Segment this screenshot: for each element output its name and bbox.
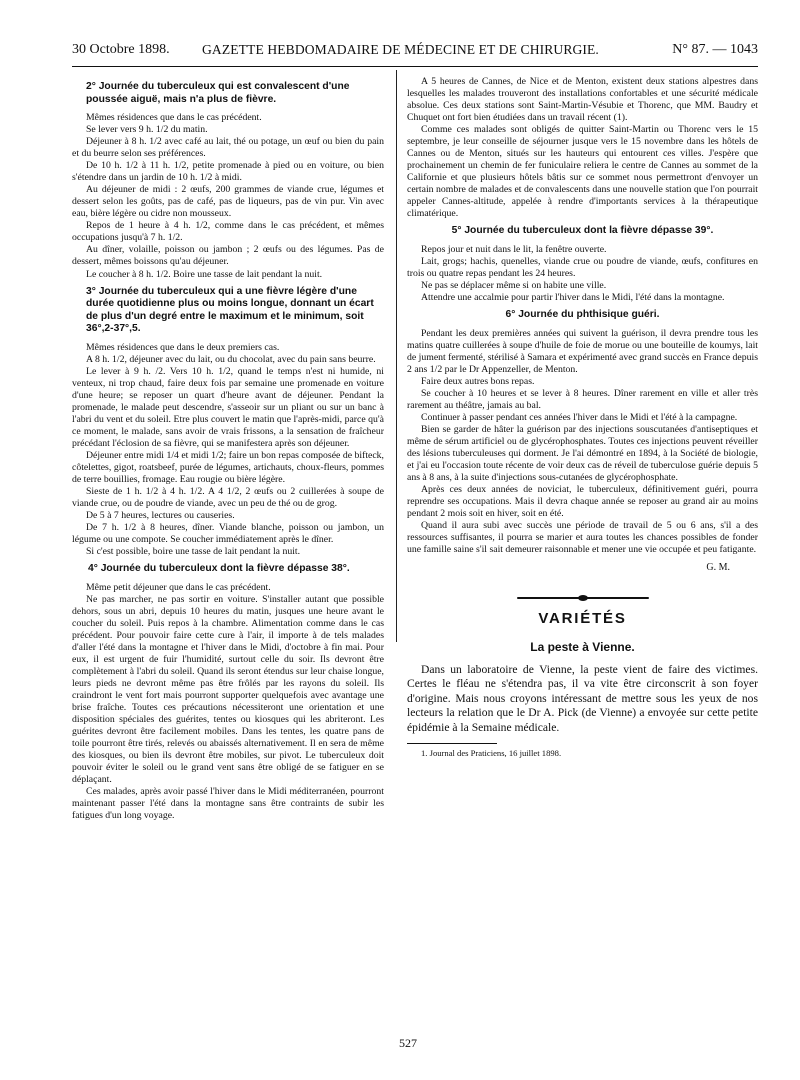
- ornamental-rule: [517, 597, 649, 600]
- paragraph: Le coucher à 8 h. 1/2. Boire une tasse de lait pendant la nuit.: [86, 268, 323, 280]
- section-3-heading: 3° Journée du tuberculeux qui a une fièvre légère d'une durée quotidienne plus ou moins longue, donnant un écart de plus d'un degré entre le maximum et le minimum, soit 36°,2-37°,5.: [86, 285, 374, 335]
- column-divider: [396, 70, 397, 642]
- paragraph: Mêmes résidences que dans le cas précédent.: [86, 112, 262, 124]
- paragraph: Bien se garder de hâter la guérison par des injections souscutanées d'antiseptiques et même de sérum artificiel ou de glycérophosphates. Toutes ces injections peuvent réveiller des lésions tuberculeuses qui dorment. Je l'ai démontré en 1894, à la Société de biologie, et j'ai eu l'occasion toute récente de voir deux cas de réveil de tuberculose guérie depuis 5 ans à 8 ans, à la suite d'injections sous-cutanées de glycérophosphate.: [407, 423, 758, 483]
- paragraph: Mêmes résidences que dans le deux premiers cas.: [86, 341, 280, 353]
- footnote-rule: [407, 743, 497, 744]
- paragraph: Ne pas marcher, ne pas sortir en voiture. S'installer autant que possible dehors, sous un abri, depuis 10 heures du matin, jusques une heure avant le coucher du soleil. Puis repos à la chambre. Alimentation comme dans le cas précédent. Pour pouvoir faire cette cure à l'air, il importe à de tels malades d'aller l'été dans la montagne et l'hiver dans le Midi, d'octobre à fin mai. Pour eux, il est urgent de fuir l'humidité, surtout celle du soir. Ils devront être complètement à l'abri du soleil. Quand ils seront étendus sur leur chaise longue, leurs pieds ne devront même pas être frôlés par les rayons du soleil. Ils craindront le vent fort mais pourront supporter quelquefois avec avantage une brise fraîche. Toutes ces précautions nécessiteront une orientation et une disposition spéciales des guérites, tentes ou kiosques qui les abriteront. Les guérites devront être facilement mobiles. Dans les tentes, les quatre pans de toile pourront être tirés, relevés ou abaissés alternativement. Il en sera de même des kiosques, ou bien ils devront être mobiles, sur pivot. Le tuberculeux doit pouvoir éviter le soleil ou le grand vent sans être obligé de se fatiguer en se déplaçant.: [72, 593, 384, 786]
- paragraph: Déjeuner à 8 h. 1/2 avec café au lait, thé ou potage, un œuf ou bien du pain et du beurre selon ses préférences.: [72, 136, 384, 160]
- paragraph: Repos jour et nuit dans le lit, la fenêtre ouverte.: [421, 243, 607, 255]
- paragraph: Faire deux autres bons repas.: [421, 375, 535, 387]
- paragraph: Continuer à passer pendant ces années l'hiver dans le Midi et l'été à la campagne.: [421, 411, 738, 423]
- paragraph: Déjeuner entre midi 1/4 et midi 1/2; faire un bon repas composée de bifteck, côtelettes, gigot, roatsbeef, purée de légumes, artichauts, choux-fleurs, pommes de terre bouillies, fromage. Eau rougie ou bière légère.: [72, 450, 384, 486]
- paragraph: Sieste de 1 h. 1/2 à 4 h. 1/2. A 4 1/2, 2 œufs ou 2 cuillerées à soupe de viande crue, ou de poudre de viande, avec un peu de thé ou de grog.: [72, 486, 384, 510]
- right-column: [407, 76, 758, 759]
- section-2-body: [72, 112, 384, 280]
- paragraph: Se lever vers 9 h. 1/2 du matin.: [86, 124, 208, 136]
- section-3-body: [72, 342, 384, 559]
- section-6-body: [407, 328, 758, 557]
- section-title-varietes: VARIÉTÉS: [538, 609, 627, 627]
- section-2-heading: 2° Journée du tuberculeux qui est convalescent d'une poussée aiguë, mais n'a plus de fièvre.: [86, 81, 350, 105]
- paragraph: Après ces deux années de noviciat, le tuberculeux, définitivement guéri, pourra reprendre ses occupations. Mais il devra chaque année se reposer au grand air au moins pendant 2 mois soit en hiver, soit en été.: [407, 484, 758, 520]
- paragraph: Au dîner, volaille, poisson ou jambon ; 2 œufs ou des légumes. Pas de dessert, mêmes boissons qu'au déjeuner.: [72, 244, 384, 268]
- paragraph: De 5 à 7 heures, lectures ou causeries.: [86, 510, 235, 522]
- left-column: [72, 76, 384, 822]
- signature: G. M.: [706, 562, 730, 574]
- article-paragraph: Dans un laboratoire de Vienne, la peste vient de faire des victimes. Certes le fléau ne s'étendra pas, il va vite être circonscrit à son foyer d'origine. Mais nous croyons intéressant de mettre sous les yeux de nos lecteurs la relation que le Dr A. Pick (de Vienne) a envoyée sur cette petite épidémie à la Semaine médicale.: [407, 662, 758, 734]
- article-title: La peste à Vienne.: [530, 640, 635, 655]
- paragraph: Ces malades, après avoir passé l'hiver dans le Midi méditerranéen, pourront maintenant passer l'été dans la montagne sans être contraints de subir les fatigues d'un long voyage.: [72, 786, 384, 822]
- paragraph: Attendre une accalmie pour partir l'hiver dans le Midi, l'été dans la montagne.: [421, 292, 725, 304]
- paragraph: Pendant les deux premières années qui suivent la guérison, il devra prendre tous les matins quatre cuillerées à soupe d'huile de foie de morue ou une bouteille de koumys, lait de jument fermenté, stérilisé à Samara et expérimenté avec grand succès en France depuis 2 ans 1/2 par le Dr Appenzeller, de Menton.: [407, 327, 758, 375]
- section-5-heading: 5° Journée du tuberculeux dont la fièvre dépasse 39°.: [451, 225, 714, 237]
- paragraph: Si c'est possible, boire une tasse de lait pendant la nuit.: [86, 546, 301, 558]
- header-journal-title: GAZETTE HEBDOMADAIRE DE MÉDECINE ET DE CHIRURGIE.: [202, 42, 599, 57]
- intro-body: [407, 76, 758, 220]
- paragraph: A 8 h. 1/2, déjeuner avec du lait, ou du chocolat, avec du pain sans beurre.: [86, 353, 376, 365]
- paragraph: Lait, grogs; hachis, quenelles, viande crue ou poudre de viande, œufs, confitures en trois ou quatre repas pendant les 24 heures.: [407, 255, 758, 279]
- paragraph: A 5 heures de Cannes, de Nice et de Menton, existent deux stations alpestres dans lesquelles les malades trouveront des installations confortables et une sécurité médicale absolue. Ces deux stations sont Saint-Martin-Vésubie et Thorenc, que MM. Baudry et Chuquet ont fort bien étudiées dans un travail récent (1).: [407, 76, 758, 124]
- section-5-body: [407, 244, 758, 304]
- paragraph: Quand il aura subi avec succès une période de travail de 5 ou 6 ans, s'il a des ressources suffisantes, il pourra se marier et aura toutes les chances possibles de fonder une famille saine s'il sait demeurer raisonnable et mener une vie occupée et peu fatigante.: [407, 520, 758, 556]
- header-issue-page: N° 87. — 1043: [672, 42, 758, 57]
- section-6-heading: 6° Journée du phthisique guéri.: [505, 309, 660, 321]
- paragraph: Repos de 1 heure à 4 h. 1/2, comme dans le cas précédent, et mêmes occupations jusqu'à 7 h. 1/2.: [72, 220, 384, 244]
- section-4-body: [72, 582, 384, 823]
- paragraph: Au déjeuner de midi : 2 œufs, 200 grammes de viande crue, légumes et dessert selon les goûts, pas de café, pas de liqueurs, pas de vin pur. Vin avec eau, bière légère ou cidre non mousseux.: [72, 184, 384, 220]
- paragraph: Ne pas se déplacer même si on habite une ville.: [421, 280, 607, 292]
- paragraph: De 10 h. 1/2 à 11 h. 1/2, petite promenade à pied ou en voiture, ou bien s'étendre dans un jardin de 10 h. 1/2 à midi.: [72, 160, 384, 184]
- paragraph: Même petit déjeuner que dans le cas précédent.: [86, 581, 271, 593]
- header-date: 30 Octobre 1898.: [72, 42, 170, 57]
- paragraph: Se coucher à 10 heures et se lever à 8 heures. Dîner rarement en ville et aller très rarement au théâtre, jamais au bal.: [407, 387, 758, 411]
- paragraph: Comme ces malades sont obligés de quitter Saint-Martin ou Thorenc vers le 15 septembre, je leur conseille de séjourner jusque vers le 15 novembre dans les hôtels de Cannes ou de Menton, situés sur les hauteurs qui entourent ces villes. J'espère que prochainement un chemin de fer funiculaire reliera le centre de Cannes au sommet de la Californie et que plusieurs hôtels bâtis sur ce sommet nous permettront d'envoyer un certain nombre de malades et de convalescents dans une nouvelle station que l'on pourrait appeler Cannes-altitude, appelée à rendre d'importants services à la thérapeutique climatérique.: [407, 124, 758, 220]
- running-header: [72, 42, 758, 62]
- paragraph: Le lever à 9 h. /2. Vers 10 h. 1/2, quand le temps n'est ni humide, ni venteux, ni trop chaud, faire deux fois par semaine une promenade en voiture d'une heure; se reposer un quart d'heure avant de déjeuner. Pendant la promenade, le malade peut descendre, s'asseoir sur un pliant ou sur un banc à l'abri du vent et du soleil. Etre plus couvert le matin que l'après-midi, parce qu'à ce moment, le malade, sans avoir de vrais frissons, a la sensation de fraîcheur précédant l'éclosion de sa fièvre, qui se manifestera après son déjeuner.: [72, 365, 384, 449]
- footnote: 1. Journal des Praticiens, 16 juillet 1898.: [421, 748, 562, 759]
- paragraph: De 7 h. 1/2 à 8 heures, dîner. Viande blanche, poisson ou jambon, un légume ou une compote. Se coucher immédiatement après le dîner.: [72, 522, 384, 546]
- header-rule: [72, 66, 758, 67]
- section-4-heading: 4° Journée du tuberculeux dont la fièvre dépasse 38°.: [88, 563, 350, 575]
- page-number: 527: [399, 1036, 417, 1050]
